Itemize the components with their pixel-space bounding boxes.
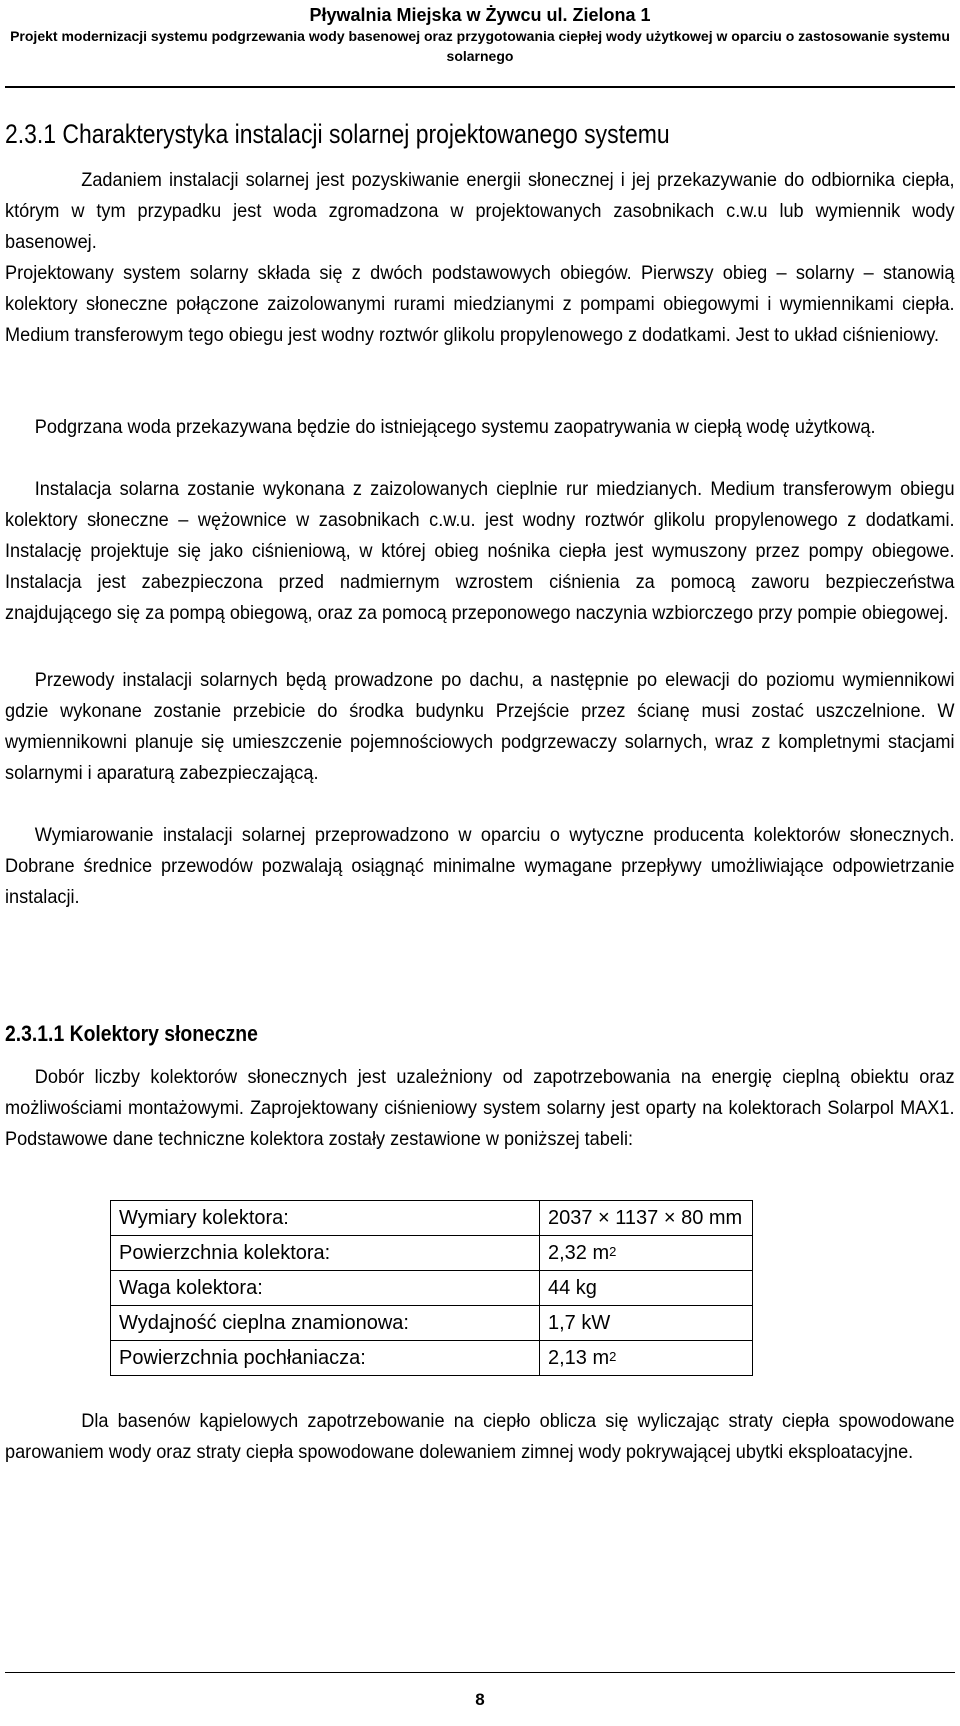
table-row bbox=[111, 1271, 753, 1306]
paragraph-6: Wymiarowanie instalacji solarnej przeprowadzono w oparciu o wytyczne producenta kolektorów słonecznych. Dobrane średnice przewodów pozwalają osiągnąć minimalne wymagane przepływy umożliwiające odpowietrzanie instalacji. bbox=[5, 824, 955, 908]
table-value: 44 kg bbox=[540, 1271, 753, 1306]
paragraph-4: Instalacja solarna zostanie wykonana z zaizolowanych cieplnie rur miedzianych. Medium transferowym obiegu kolektory słoneczne – wężownice w zasobnikach c.w.u. jest wodny roztwór glikolu propylenowego z dodatkami. Instalację projektuje się jako ciśnieniową, w której obieg nośnika ciepła jest wymuszony przez pompy obiegowe. Instalacja jest zabezpieczona przed nadmiernym wzrostem ciśnienia za pomocą zaworu bezpieczeństwa znajdującego się za pompą obiegową, oraz za pomocą przeponowego naczynia wzbiorczego przy pompie obiegowej. bbox=[5, 478, 955, 624]
table-row bbox=[111, 1201, 753, 1236]
table-row bbox=[111, 1236, 753, 1271]
table-label: Wymiary kolektora: bbox=[111, 1201, 540, 1236]
header-divider bbox=[5, 86, 955, 88]
table-value: 2,13 $m^2$ bbox=[540, 1341, 753, 1376]
table-row bbox=[111, 1306, 753, 1341]
header-title: Pływalnia Miejska w Żywcu ul. Zielona 1 bbox=[309, 5, 651, 25]
table-label: Powierzchnia kolektora: bbox=[111, 1236, 540, 1271]
table-value: 1,7 kW bbox=[540, 1306, 753, 1341]
subsection-intro: Dobór liczby kolektorów słonecznych jest uzależniony od zapotrzebowania na energię cieplną obiektu oraz możliwościami montażowymi. Zaprojektowany ciśnieniowy system solarny jest oparty na kolektorach Solarpol MAX1. Podstawowe dane techniczne kolektora zostały zestawione w poniższej tabeli: bbox=[5, 1066, 955, 1150]
document-header bbox=[0, 4, 960, 66]
paragraph-5: Przewody instalacji solarnych będą prowadzone po dachu, a następnie po elewacji do poziomu wymiennikowi gdzie wykonane zostanie przebicie do środka budynku Przejście przez ścianę musi zostać uszczelnione. W wymiennikowni planuje się umieszczenie pojemnościowych podgrzewaczy solarnych, wraz z kompletnymi stacjami solarnymi i aparaturą zabezpieczającą. bbox=[5, 669, 955, 784]
table-row bbox=[111, 1341, 753, 1376]
paragraph-1: Zadaniem instalacji solarnej jest pozyskiwanie energii słonecznej i jej przekazywanie do odbiornika ciepła, którym w tym przypadku jest woda zgromadzona w projektowanych zasobnikach c.w.u lub wymiennik wody basenowej. bbox=[5, 169, 955, 253]
subsection-heading: 2.3.1.1 Kolektory słoneczne bbox=[5, 1021, 258, 1046]
header-subtitle: Projekt modernizacji systemu podgrzewania wody basenowej oraz przygotowania ciepłej wody użytkowej w oparciu o zastosowanie systemu solarnego bbox=[10, 28, 950, 64]
table-value: 2,32 $m^2$ bbox=[540, 1236, 753, 1271]
table-value: 2037 × 1137 × 80 mm bbox=[540, 1201, 753, 1236]
paragraph-3: Podgrzana woda przekazywana będzie do istniejącego systemu zaopatrywania w ciepłą wodę użytkową. bbox=[34, 416, 876, 438]
table-label: Wydajność cieplna znamionowa: bbox=[111, 1306, 540, 1341]
closing-paragraph: Dla basenów kąpielowych zapotrzebowanie na ciepło oblicza się wyliczając straty ciepła spowodowane parowaniem wody oraz straty ciepła spowodowane dolewaniem zimnej wody pokrywającej ubytki eksploatacyjne. bbox=[5, 1410, 955, 1463]
table-label: Waga kolektora: bbox=[111, 1271, 540, 1306]
collector-spec-table bbox=[110, 1200, 753, 1376]
footer-divider bbox=[5, 1672, 955, 1673]
section-heading: 2.3.1 Charakterystyka instalacji solarnej projektowanego systemu bbox=[5, 119, 670, 149]
page-number: 8 bbox=[475, 1690, 485, 1709]
table-label: Powierzchnia pochłaniacza: bbox=[111, 1341, 540, 1376]
paragraph-2: Projektowany system solarny składa się z dwóch podstawowych obiegów. Pierwszy obieg – solarny – stanowią kolektory słoneczne połączone zaizolowanymi rurami miedzianymi z pompami obiegowymi i wymiennikami ciepła. Medium transferowym tego obiegu jest wodny roztwór glikolu propylenowego z dodatkami. Jest to układ ciśnieniowy. bbox=[5, 262, 955, 346]
